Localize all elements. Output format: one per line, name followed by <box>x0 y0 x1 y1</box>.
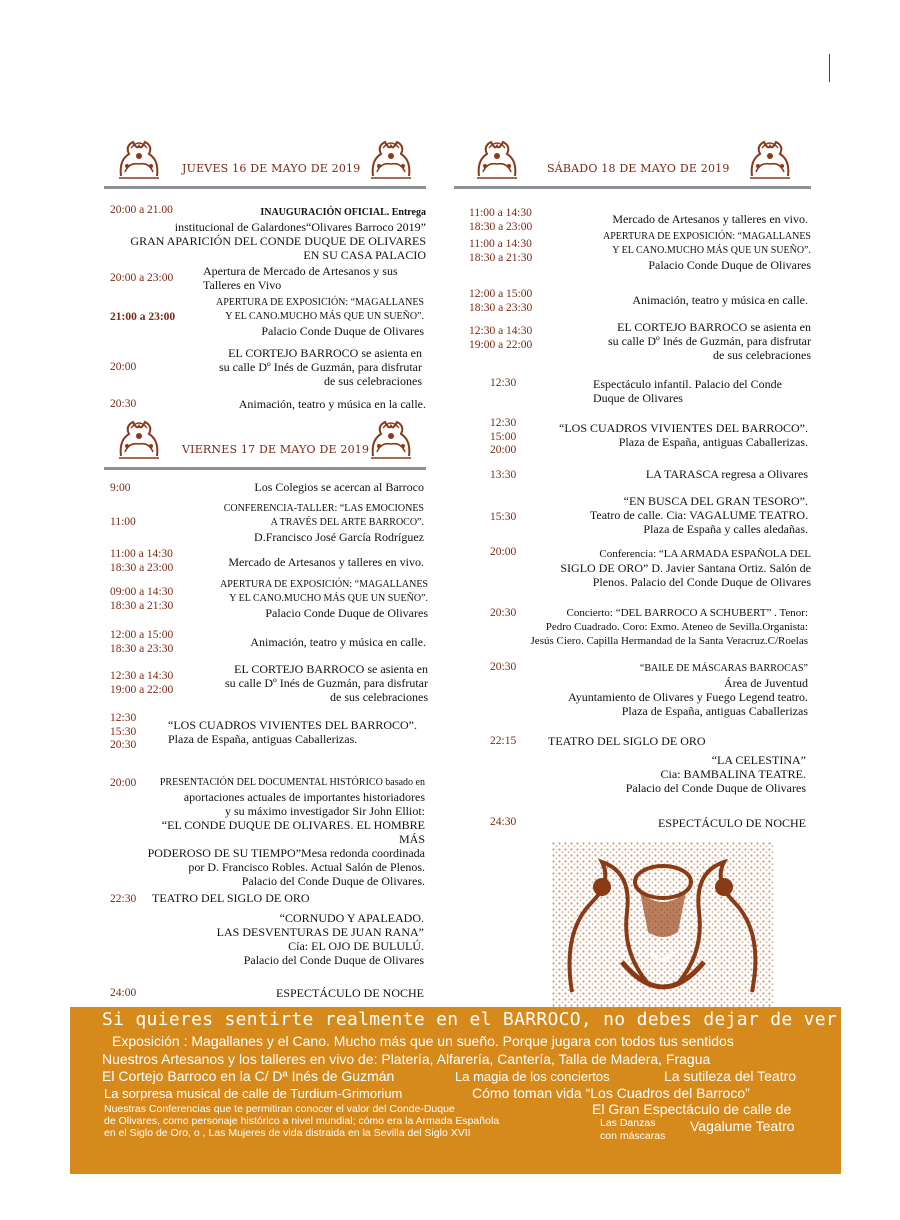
baroque-motif-illustration <box>552 842 774 1012</box>
event-description: Apertura de Mercado de Artesanos y sus Talleres en Vivo <box>203 264 398 292</box>
divider <box>104 186 426 189</box>
baroque-ornament-icon <box>367 416 415 460</box>
event-time: 20:30 <box>110 398 137 410</box>
event-description: Mercado de Artesanos y talleres en vivo. <box>612 212 808 226</box>
event-time: 12:00 a 15:00 18:30 a 23:30 <box>469 288 533 314</box>
banner-line: Cómo toman vida “Los Cuadros del Barroco” <box>472 1085 750 1101</box>
event-description: INAUGURACIÓN OFICIAL. Entrega institucional de Galardones“Olivares Barroco 2019” GRAN APARICIÓN DEL CONDE DUQUE DE OLIVARES EN SU CASA PALACIO <box>130 207 426 262</box>
event-description: “LA CELESTINA” Cia: BAMBALINA TEATRE. Palacio del Conde Duque de Olivares <box>625 753 806 795</box>
banner-line: con máscaras <box>600 1130 666 1142</box>
event-description: ESPECTÁCULO DE NOCHE <box>657 816 806 830</box>
event-description: “BAILE DE MÁSCARAS BARROCAS” Área de Juventud Ayuntamiento de Olivares y Fuego Legend teatro. Plaza de España, antiguas Caballerizas <box>568 663 808 718</box>
baroque-ornament-icon <box>473 136 521 180</box>
banner-line: El Cortejo Barroco en la C/ Dª Inés de Guzmán <box>102 1068 395 1084</box>
event-description: APERTURA DE EXPOSICIÓN: “MAGALLANES Y EL CANO.MUCHO MÁS QUE UN SUEÑO”. Palacio Conde Duque de Olivares <box>215 297 424 338</box>
event-time: 11:00 a 14:30 18:30 a 23:00 <box>469 207 533 233</box>
event-description: PRESENTACIÓN DEL DOCUMENTAL HISTÓRICO basado en aportaciones actuales de importantes historiadores y su máximo investigador Sir John Elliot: “EL CONDE DUQUE DE OLIVARES. EL HOMBRE MÁS PODEROSO DE SU TIEMPO”Mesa redonda coordinada por D. Francisco Robles. Actual Salón de Plenos. Palacio del Conde Duque de Olivares. <box>147 777 425 888</box>
banner-conferences: en el Siglo de Oro, o , Las Mujeres de vida distraida en la Sevilla del Siglo XVII <box>104 1127 471 1139</box>
banner-line: La magia de los conciertos <box>455 1069 610 1084</box>
banner-line: Exposición : Magallanes y el Cano. Mucho más que un sueño. Porque jugara con todos tus sentidos <box>112 1033 734 1049</box>
page-edge-mark <box>829 54 830 82</box>
day-heading-thursday: JUEVES 16 DE MAYO DE 2019 <box>182 162 361 175</box>
banner-conferences: de Olivares, como personaje histórico a nivel mundial; cómo era la Armada Española <box>104 1115 500 1127</box>
banner-line: Las Danzas <box>600 1117 656 1129</box>
event-description: LA TARASCA regresa a Olivares <box>645 467 808 481</box>
banner-line: El Gran Espectáculo de calle de <box>592 1101 792 1117</box>
baroque-ornament-icon <box>746 136 794 180</box>
day-heading-saturday: SÁBADO 18 DE MAYO DE 2019 <box>547 162 730 175</box>
event-description: “LOS CUADROS VIVIENTES DEL BARROCO”. Plaza de España, antiguas Caballerizas. <box>168 718 417 746</box>
event-description: Animación, teatro y música en calle. <box>632 293 808 307</box>
banner-line: Nuestros Artesanos y los talleres en vivo de: Platería, Alfarería, Cantería, Talla de Madera, Fragua <box>102 1051 711 1067</box>
event-time: 20:00 <box>490 546 517 558</box>
event-description: “EN BUSCA DEL GRAN TESORO”. Teatro de calle. Cia: VAGALUME TEATRO. Plaza de España y calles aledañas. <box>589 494 808 536</box>
event-description: “LOS CUADROS VIVIENTES DEL BARROCO”. Plaza de España, antiguas Caballerizas. <box>559 421 808 449</box>
banner-line: La sutileza del Teatro <box>664 1068 797 1084</box>
event-time: 20:00 <box>110 361 137 373</box>
event-description: EL CORTEJO BARROCO se asienta en su calle Dº Inés de Guzmán, para disfrutar de sus celebraciones <box>225 662 428 704</box>
banner-headline: Si quieres sentirte realmente en el BARROCO, no debes dejar de ver: <box>102 1009 849 1030</box>
event-time: 20:00 <box>110 777 137 789</box>
event-time: 20:30 <box>490 607 517 619</box>
event-description: Los Colegios se acercan al Barroco <box>254 480 424 494</box>
event-description: EL CORTEJO BARROCO se asienta en su calle Dº Inés de Guzmán, para disfrutar de sus celebraciones <box>219 346 422 388</box>
event-time: 21:00 a 23:00 <box>110 311 176 323</box>
baroque-ornament-icon <box>115 136 163 180</box>
event-description: EL CORTEJO BARROCO se asienta en su calle Dº Inés de Guzmán, para disfrutar de sus celebraciones <box>608 320 811 362</box>
baroque-ornament-icon <box>115 416 163 460</box>
event-description: “CORNUDO Y APALEADO. LAS DESVENTURAS DE JUAN RANA” Cía: EL OJO DE BULULÚ. Palacio del Conde Duque de Olivares <box>216 911 424 967</box>
event-time: 22:15 <box>490 735 517 747</box>
event-time: 09:00 a 14:30 18:30 a 21:30 <box>110 586 174 612</box>
event-description: ESPECTÁCULO DE NOCHE <box>275 986 424 1000</box>
banner-line: Vagalume Teatro <box>690 1118 795 1134</box>
event-time: 12:30 a 14:30 19:00 a 22:00 <box>110 670 174 696</box>
event-time: 12:00 a 15:00 18:30 a 23:30 <box>110 629 174 655</box>
event-time: 22:30 <box>110 893 137 905</box>
event-title: TEATRO DEL SIGLO DE ORO <box>152 891 310 905</box>
event-time: 12:30 15:30 20:30 <box>110 712 137 751</box>
event-title: TEATRO DEL SIGLO DE ORO <box>548 734 706 748</box>
banner-conferences: Nuestras Conferencias que te permitiran conocer el valor del Conde-Duque <box>104 1103 455 1115</box>
event-time: 15:30 <box>490 511 517 523</box>
event-description: Animación, teatro y música en la calle. <box>238 397 426 411</box>
event-time: 12:30 15:00 20:00 <box>490 417 517 456</box>
event-time: 24:00 <box>110 987 137 999</box>
event-description: Animación, teatro y música en calle. <box>250 635 426 649</box>
divider <box>104 467 426 470</box>
day-heading-friday: VIERNES 17 DE MAYO DE 2019 <box>182 443 370 456</box>
event-description: APERTURA DE EXPOSICIÓN: “MAGALLANES Y EL CANO.MUCHO MÁS QUE UN SUEÑO”. Palacio Conde Duque de Olivares <box>602 231 811 272</box>
event-time: 11:00 a 14:30 18:30 a 23:00 <box>110 548 174 574</box>
event-time: 11:00 <box>110 516 136 528</box>
event-description: Espectáculo infantil. Palacio del Conde Duque de Olivares <box>593 377 782 405</box>
event-time: 11:00 a 14:30 18:30 a 21:30 <box>469 238 533 264</box>
event-time: 12:30 <box>490 377 517 389</box>
event-description: Concierto: “DEL BARROCO A SCHUBERT” . Tenor: Pedro Cuadrado. Coro: Exmo. Ateneo de Sevilla.Organista: Jesús Ciero. Capilla Hermandad de la Santa Veracruz.C/Roelas <box>530 607 808 647</box>
event-time: 20:00 a 23:00 <box>110 272 174 284</box>
banner-line: La sorpresa musical de calle de Turdium-Grimorium <box>104 1086 403 1101</box>
event-time: 20:30 <box>490 661 517 673</box>
event-time: 12:30 a 14:30 19:00 a 22:00 <box>469 325 533 351</box>
event-description: CONFERENCIA-TALLER: “LAS EMOCIONES A TRAVÉS DEL ARTE BARROCO”. D.Francisco José García Rodríguez <box>223 503 424 544</box>
event-time: 9:00 <box>110 482 131 494</box>
baroque-ornament-icon <box>367 136 415 180</box>
highlights-banner <box>70 1007 849 1174</box>
event-description: Mercado de Artesanos y talleres en vivo. <box>228 555 424 569</box>
event-description: Conferencia: “LA ARMADA ESPAÑOLA DEL SIGLO DE ORO” D. Javier Santana Ortiz. Salón de Plenos. Palacio del Conde Duque de Olivares <box>560 548 811 589</box>
event-time: 24:30 <box>490 816 517 828</box>
event-description: APERTURA DE EXPOSICIÓN: “MAGALLANES Y EL CANO.MUCHO MÁS QUE UN SUEÑO”. Palacio Conde Duque de Olivares <box>219 579 428 620</box>
divider <box>454 186 811 189</box>
event-time: 20:00 a 21.00 <box>110 204 173 216</box>
event-time: 13:30 <box>490 469 517 481</box>
